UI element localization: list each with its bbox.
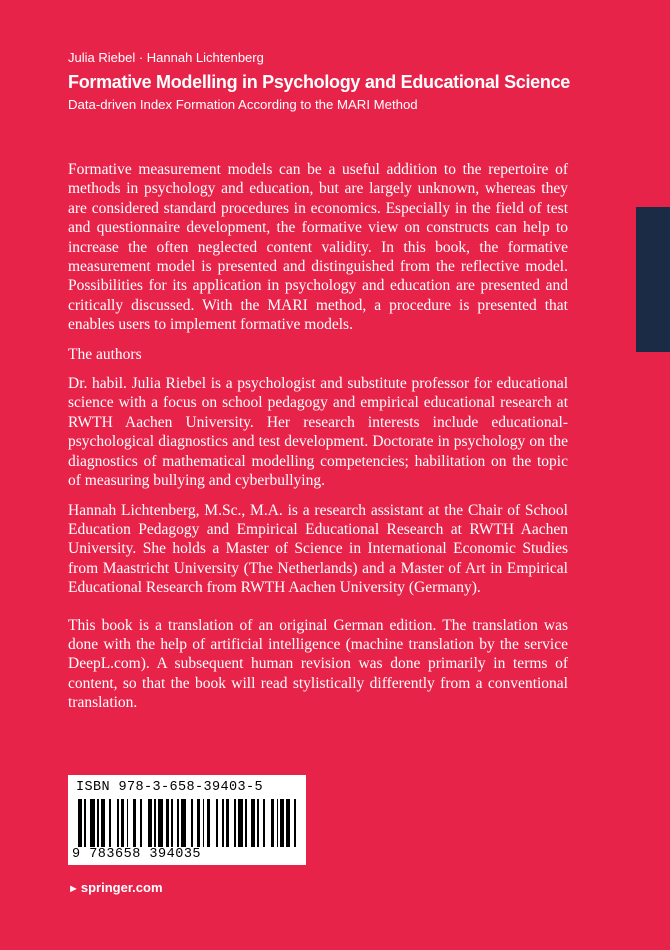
isbn-label: ISBN 978-3-658-39403-5 [76, 780, 264, 795]
book-subtitle: Data-driven Index Formation According to the MARI Method [68, 97, 418, 112]
author-bio-riebel: Dr. habil. Julia Riebel is a psychologist and substitute professor for educational science with a focus on school pedagogy and empirical educational research at RWTH Aachen University. Her research interests include educational-psychological diagnostics and test development. Doctorate in psychology on the diagnostics of mathematical modelling competencies; habilitation on the topic of measuring bullying and cyberbullying. [68, 375, 568, 490]
author-bio-lichtenberg: Hannah Lichtenberg, M.Sc., M.A. is a research assistant at the Chair of School Education Pedagogy and Empirical Educational Research at RWTH Aachen University. She holds a Master of Science in International Economic Studies from Maastricht University (The Netherlands) and a Master of Art in Empirical Educational Research from RWTH Aachen University (Germany). [68, 501, 568, 597]
authors-line: Julia Riebel · Hannah Lichtenberg [68, 50, 264, 65]
book-title: Formative Modelling in Psychology and Educational Science [68, 72, 571, 92]
publisher-link[interactable] [68, 880, 163, 897]
arrow-icon: ► [68, 883, 79, 895]
cover-header [68, 50, 628, 113]
spine-color-tab [636, 207, 670, 352]
authors-heading: The authors [68, 345, 142, 363]
translation-note: This book is a translation of an original German edition. The translation was done with the help of artificial intelligence (machine translation by the service DeepL.com). A subsequent human revision was done primarily in terms of content, so that the book will read stylistically differently from a conventional translation. [68, 616, 568, 712]
barcode-digits: 9 783658 394035 [72, 847, 202, 862]
back-cover-text [68, 160, 568, 723]
abstract-paragraph: Formative measurement models can be a useful addition to the repertoire of methods in psychology and education, but are largely unknown, whereas they are considered standard procedures in economics. Especially in the field of test and questionnaire development, the formative view on constructs can help to increase the often neglected content validity. In this book, the formative measurement model is presented and distinguished from the reflective model. Possibilities for its application in psychology and education are presented and critically discussed. With the MARI method, a procedure is presented that enables users to implement formative models. [68, 161, 568, 334]
publisher-website: springer.com [80, 880, 163, 895]
barcode-bars [78, 799, 298, 847]
isbn-barcode [68, 775, 306, 865]
